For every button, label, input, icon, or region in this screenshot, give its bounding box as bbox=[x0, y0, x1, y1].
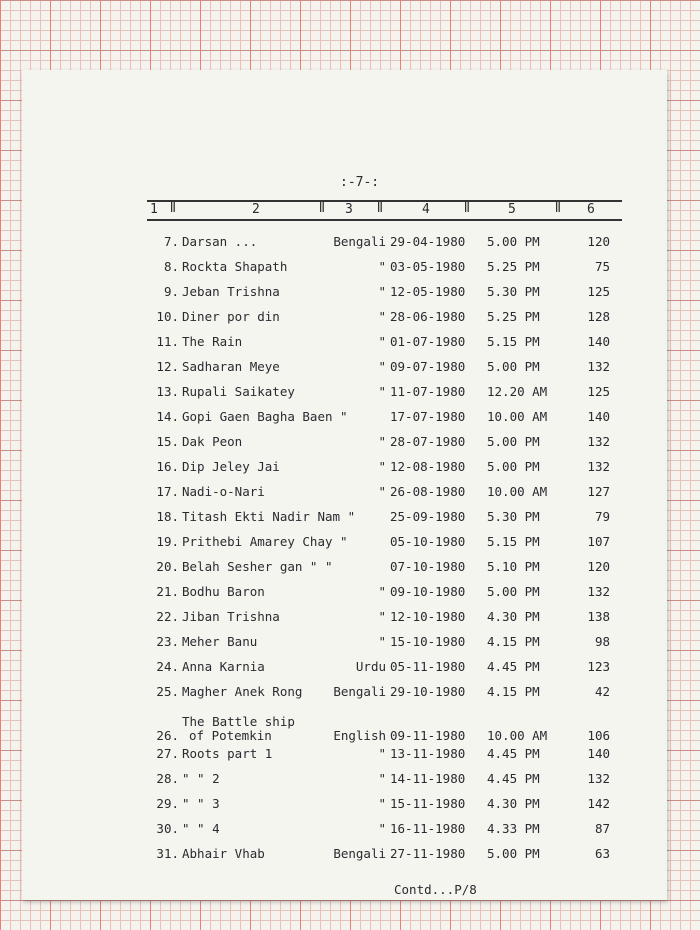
language: " bbox=[378, 609, 386, 624]
serial-number: 18. bbox=[156, 509, 179, 524]
duration-minutes: 123 bbox=[587, 659, 610, 674]
screening-date: 12-10-1980 bbox=[390, 609, 466, 624]
language: " bbox=[378, 771, 386, 786]
screening-date: 25-09-1980 bbox=[390, 509, 466, 524]
screening-date: 15-11-1980 bbox=[390, 796, 466, 811]
table-row bbox=[22, 559, 667, 581]
duration-minutes: 132 bbox=[587, 771, 610, 786]
film-title: Gopi Gaen Bagha Baen " bbox=[182, 409, 348, 424]
screening-date: 12-08-1980 bbox=[390, 459, 466, 474]
table-row bbox=[22, 334, 667, 356]
serial-number: 23. bbox=[156, 634, 179, 649]
film-title-continued: of Potemkin bbox=[189, 728, 272, 743]
screening-date: 28-06-1980 bbox=[390, 309, 466, 324]
column-divider: ǁ bbox=[169, 201, 177, 216]
film-title: Prithebi Amarey Chay " bbox=[182, 534, 348, 549]
duration-minutes: 140 bbox=[587, 746, 610, 761]
film-title: The Rain bbox=[182, 334, 243, 349]
column-header-2: 2 bbox=[252, 202, 260, 217]
serial-number: 29. bbox=[156, 796, 179, 811]
film-title: Darsan ... bbox=[182, 234, 258, 249]
language: " bbox=[378, 746, 386, 761]
duration-minutes: 75 bbox=[594, 259, 610, 274]
screening-time: 4.15 PM bbox=[487, 634, 540, 649]
language: " bbox=[378, 309, 386, 324]
film-title: Nadi-o-Nari bbox=[182, 484, 265, 499]
table-row bbox=[22, 584, 667, 606]
language: " bbox=[378, 459, 386, 474]
table-row bbox=[22, 259, 667, 281]
screening-time: 5.30 PM bbox=[487, 509, 540, 524]
table-row bbox=[22, 384, 667, 406]
serial-number: 30. bbox=[156, 821, 179, 836]
table-row bbox=[22, 634, 667, 656]
screening-time: 4.45 PM bbox=[487, 659, 540, 674]
screening-time: 10.00 AM bbox=[487, 728, 548, 743]
serial-number: 26. bbox=[156, 728, 179, 743]
screening-date: 05-10-1980 bbox=[390, 534, 466, 549]
language: " bbox=[378, 284, 386, 299]
table-row bbox=[22, 609, 667, 631]
language: English bbox=[333, 728, 386, 743]
screening-time: 5.00 PM bbox=[487, 584, 540, 599]
screening-time: 5.15 PM bbox=[487, 534, 540, 549]
film-title: " " 2 bbox=[182, 771, 220, 786]
duration-minutes: 120 bbox=[587, 234, 610, 249]
screening-date: 26-08-1980 bbox=[390, 484, 466, 499]
duration-minutes: 128 bbox=[587, 309, 610, 324]
film-title: " " 3 bbox=[182, 796, 220, 811]
screening-date: 09-11-1980 bbox=[390, 728, 466, 743]
language: " bbox=[378, 384, 386, 399]
table-row bbox=[22, 509, 667, 531]
duration-minutes: 140 bbox=[587, 334, 610, 349]
duration-minutes: 132 bbox=[587, 459, 610, 474]
screening-date: 13-11-1980 bbox=[390, 746, 466, 761]
serial-number: 12. bbox=[156, 359, 179, 374]
language: " bbox=[378, 484, 386, 499]
film-title: Rockta Shapath bbox=[182, 259, 288, 274]
screening-date: 15-10-1980 bbox=[390, 634, 466, 649]
serial-number: 28. bbox=[156, 771, 179, 786]
table-row bbox=[22, 309, 667, 331]
column-header-6: 6 bbox=[587, 202, 595, 217]
column-header-4: 4 bbox=[422, 202, 430, 217]
screening-time: 4.33 PM bbox=[487, 821, 540, 836]
duration-minutes: 63 bbox=[594, 846, 610, 861]
screening-date: 29-04-1980 bbox=[390, 234, 466, 249]
screening-date: 16-11-1980 bbox=[390, 821, 466, 836]
table-row bbox=[22, 684, 667, 706]
screening-date: 27-11-1980 bbox=[390, 846, 466, 861]
film-title: Anna Karnia bbox=[182, 659, 265, 674]
screening-date: 17-07-1980 bbox=[390, 409, 466, 424]
table-row bbox=[22, 796, 667, 818]
page-number: :-7-: bbox=[340, 175, 380, 190]
screening-time: 5.25 PM bbox=[487, 259, 540, 274]
language: " bbox=[378, 434, 386, 449]
column-header-5: 5 bbox=[508, 202, 516, 217]
film-title: " " 4 bbox=[182, 821, 220, 836]
serial-number: 10. bbox=[156, 309, 179, 324]
film-title: Rupali Saikatey bbox=[182, 384, 295, 399]
table-row bbox=[22, 846, 667, 868]
language: " bbox=[378, 634, 386, 649]
duration-minutes: 106 bbox=[587, 728, 610, 743]
serial-number: 15. bbox=[156, 434, 179, 449]
film-title: Belah Sesher gan " " bbox=[182, 559, 333, 574]
serial-number: 19. bbox=[156, 534, 179, 549]
screening-time: 5.00 PM bbox=[487, 846, 540, 861]
film-title: Sadharan Meye bbox=[182, 359, 280, 374]
duration-minutes: 98 bbox=[594, 634, 610, 649]
language: Bengali bbox=[333, 234, 386, 249]
film-title: Dak Peon bbox=[182, 434, 243, 449]
duration-minutes: 125 bbox=[587, 284, 610, 299]
film-title: Roots part 1 bbox=[182, 746, 273, 761]
screening-time: 4.45 PM bbox=[487, 746, 540, 761]
screening-date: 28-07-1980 bbox=[390, 434, 466, 449]
film-title: Jeban Trishna bbox=[182, 284, 280, 299]
column-header-3: 3 bbox=[345, 202, 353, 217]
duration-minutes: 87 bbox=[594, 821, 610, 836]
column-divider: ǁ bbox=[554, 201, 562, 216]
screening-date: 01-07-1980 bbox=[390, 334, 466, 349]
screening-time: 5.00 PM bbox=[487, 234, 540, 249]
duration-minutes: 142 bbox=[587, 796, 610, 811]
table-row bbox=[22, 534, 667, 556]
language: Urdu bbox=[355, 659, 386, 674]
serial-number: 24. bbox=[156, 659, 179, 674]
screening-date: 03-05-1980 bbox=[390, 259, 466, 274]
header-rule-bottom bbox=[147, 219, 622, 221]
serial-number: 21. bbox=[156, 584, 179, 599]
duration-minutes: 132 bbox=[587, 359, 610, 374]
table-row bbox=[22, 234, 667, 256]
film-title: Titash Ekti Nadir Nam " bbox=[182, 509, 356, 524]
column-divider: ǁ bbox=[463, 201, 471, 216]
serial-number: 31. bbox=[156, 846, 179, 861]
serial-number: 22. bbox=[156, 609, 179, 624]
language: Bengali bbox=[333, 846, 386, 861]
serial-number: 14. bbox=[156, 409, 179, 424]
language: " bbox=[378, 259, 386, 274]
column-divider: ǁ bbox=[376, 201, 384, 216]
film-title: The Battle ship bbox=[182, 714, 295, 729]
serial-number: 25. bbox=[156, 684, 179, 699]
screening-date: 29-10-1980 bbox=[390, 684, 466, 699]
duration-minutes: 79 bbox=[594, 509, 610, 524]
table-row bbox=[22, 771, 667, 793]
screening-time: 10.00 AM bbox=[487, 484, 548, 499]
screening-time: 5.15 PM bbox=[487, 334, 540, 349]
header-rule-top bbox=[147, 200, 622, 202]
serial-number: 8. bbox=[163, 259, 179, 274]
table-row bbox=[22, 434, 667, 456]
column-divider: ǁ bbox=[318, 201, 326, 216]
language: " bbox=[378, 359, 386, 374]
screening-time: 4.30 PM bbox=[487, 796, 540, 811]
duration-minutes: 138 bbox=[587, 609, 610, 624]
serial-number: 16. bbox=[156, 459, 179, 474]
screening-time: 5.30 PM bbox=[487, 284, 540, 299]
screening-time: 10.00 AM bbox=[487, 409, 548, 424]
language: " bbox=[378, 334, 386, 349]
duration-minutes: 132 bbox=[587, 584, 610, 599]
serial-number: 27. bbox=[156, 746, 179, 761]
language: " bbox=[378, 584, 386, 599]
screening-time: 5.00 PM bbox=[487, 434, 540, 449]
screening-date: 05-11-1980 bbox=[390, 659, 466, 674]
screening-time: 5.00 PM bbox=[487, 359, 540, 374]
duration-minutes: 127 bbox=[587, 484, 610, 499]
film-title: Abhair Vhab bbox=[182, 846, 265, 861]
screening-time: 5.25 PM bbox=[487, 309, 540, 324]
serial-number: 20. bbox=[156, 559, 179, 574]
screening-time: 5.10 PM bbox=[487, 559, 540, 574]
table-row bbox=[22, 484, 667, 506]
duration-minutes: 120 bbox=[587, 559, 610, 574]
duration-minutes: 42 bbox=[594, 684, 610, 699]
table-row bbox=[22, 359, 667, 381]
continued-note: Contd...P/8 bbox=[394, 882, 477, 897]
table-row bbox=[22, 459, 667, 481]
column-header-1: 1 bbox=[150, 202, 158, 217]
film-title: Dip Jeley Jai bbox=[182, 459, 280, 474]
duration-minutes: 132 bbox=[587, 434, 610, 449]
film-title: Diner por din bbox=[182, 309, 280, 324]
screening-date: 09-10-1980 bbox=[390, 584, 466, 599]
screening-date: 11-07-1980 bbox=[390, 384, 466, 399]
screening-time: 4.45 PM bbox=[487, 771, 540, 786]
table-row bbox=[22, 714, 667, 743]
screening-time: 4.15 PM bbox=[487, 684, 540, 699]
screening-time: 4.30 PM bbox=[487, 609, 540, 624]
film-title: Meher Banu bbox=[182, 634, 258, 649]
language: " bbox=[378, 821, 386, 836]
film-title: Bodhu Baron bbox=[182, 584, 265, 599]
serial-number: 13. bbox=[156, 384, 179, 399]
table-row bbox=[22, 746, 667, 768]
serial-number: 7. bbox=[163, 234, 179, 249]
screening-time: 12.20 AM bbox=[487, 384, 548, 399]
screening-date: 12-05-1980 bbox=[390, 284, 466, 299]
screening-date: 09-07-1980 bbox=[390, 359, 466, 374]
serial-number: 11. bbox=[156, 334, 179, 349]
table-row bbox=[22, 284, 667, 306]
table-row bbox=[22, 409, 667, 431]
film-title: Magher Anek Rong bbox=[182, 684, 303, 699]
language: " bbox=[378, 796, 386, 811]
duration-minutes: 125 bbox=[587, 384, 610, 399]
language: Bengali bbox=[333, 684, 386, 699]
screening-time: 5.00 PM bbox=[487, 459, 540, 474]
film-title: Jiban Trishna bbox=[182, 609, 280, 624]
serial-number: 9. bbox=[163, 284, 179, 299]
screening-date: 14-11-1980 bbox=[390, 771, 466, 786]
screening-date: 07-10-1980 bbox=[390, 559, 466, 574]
duration-minutes: 107 bbox=[587, 534, 610, 549]
table-row bbox=[22, 659, 667, 681]
serial-number: 17. bbox=[156, 484, 179, 499]
table-row bbox=[22, 821, 667, 843]
duration-minutes: 140 bbox=[587, 409, 610, 424]
document-sheet bbox=[22, 70, 667, 900]
